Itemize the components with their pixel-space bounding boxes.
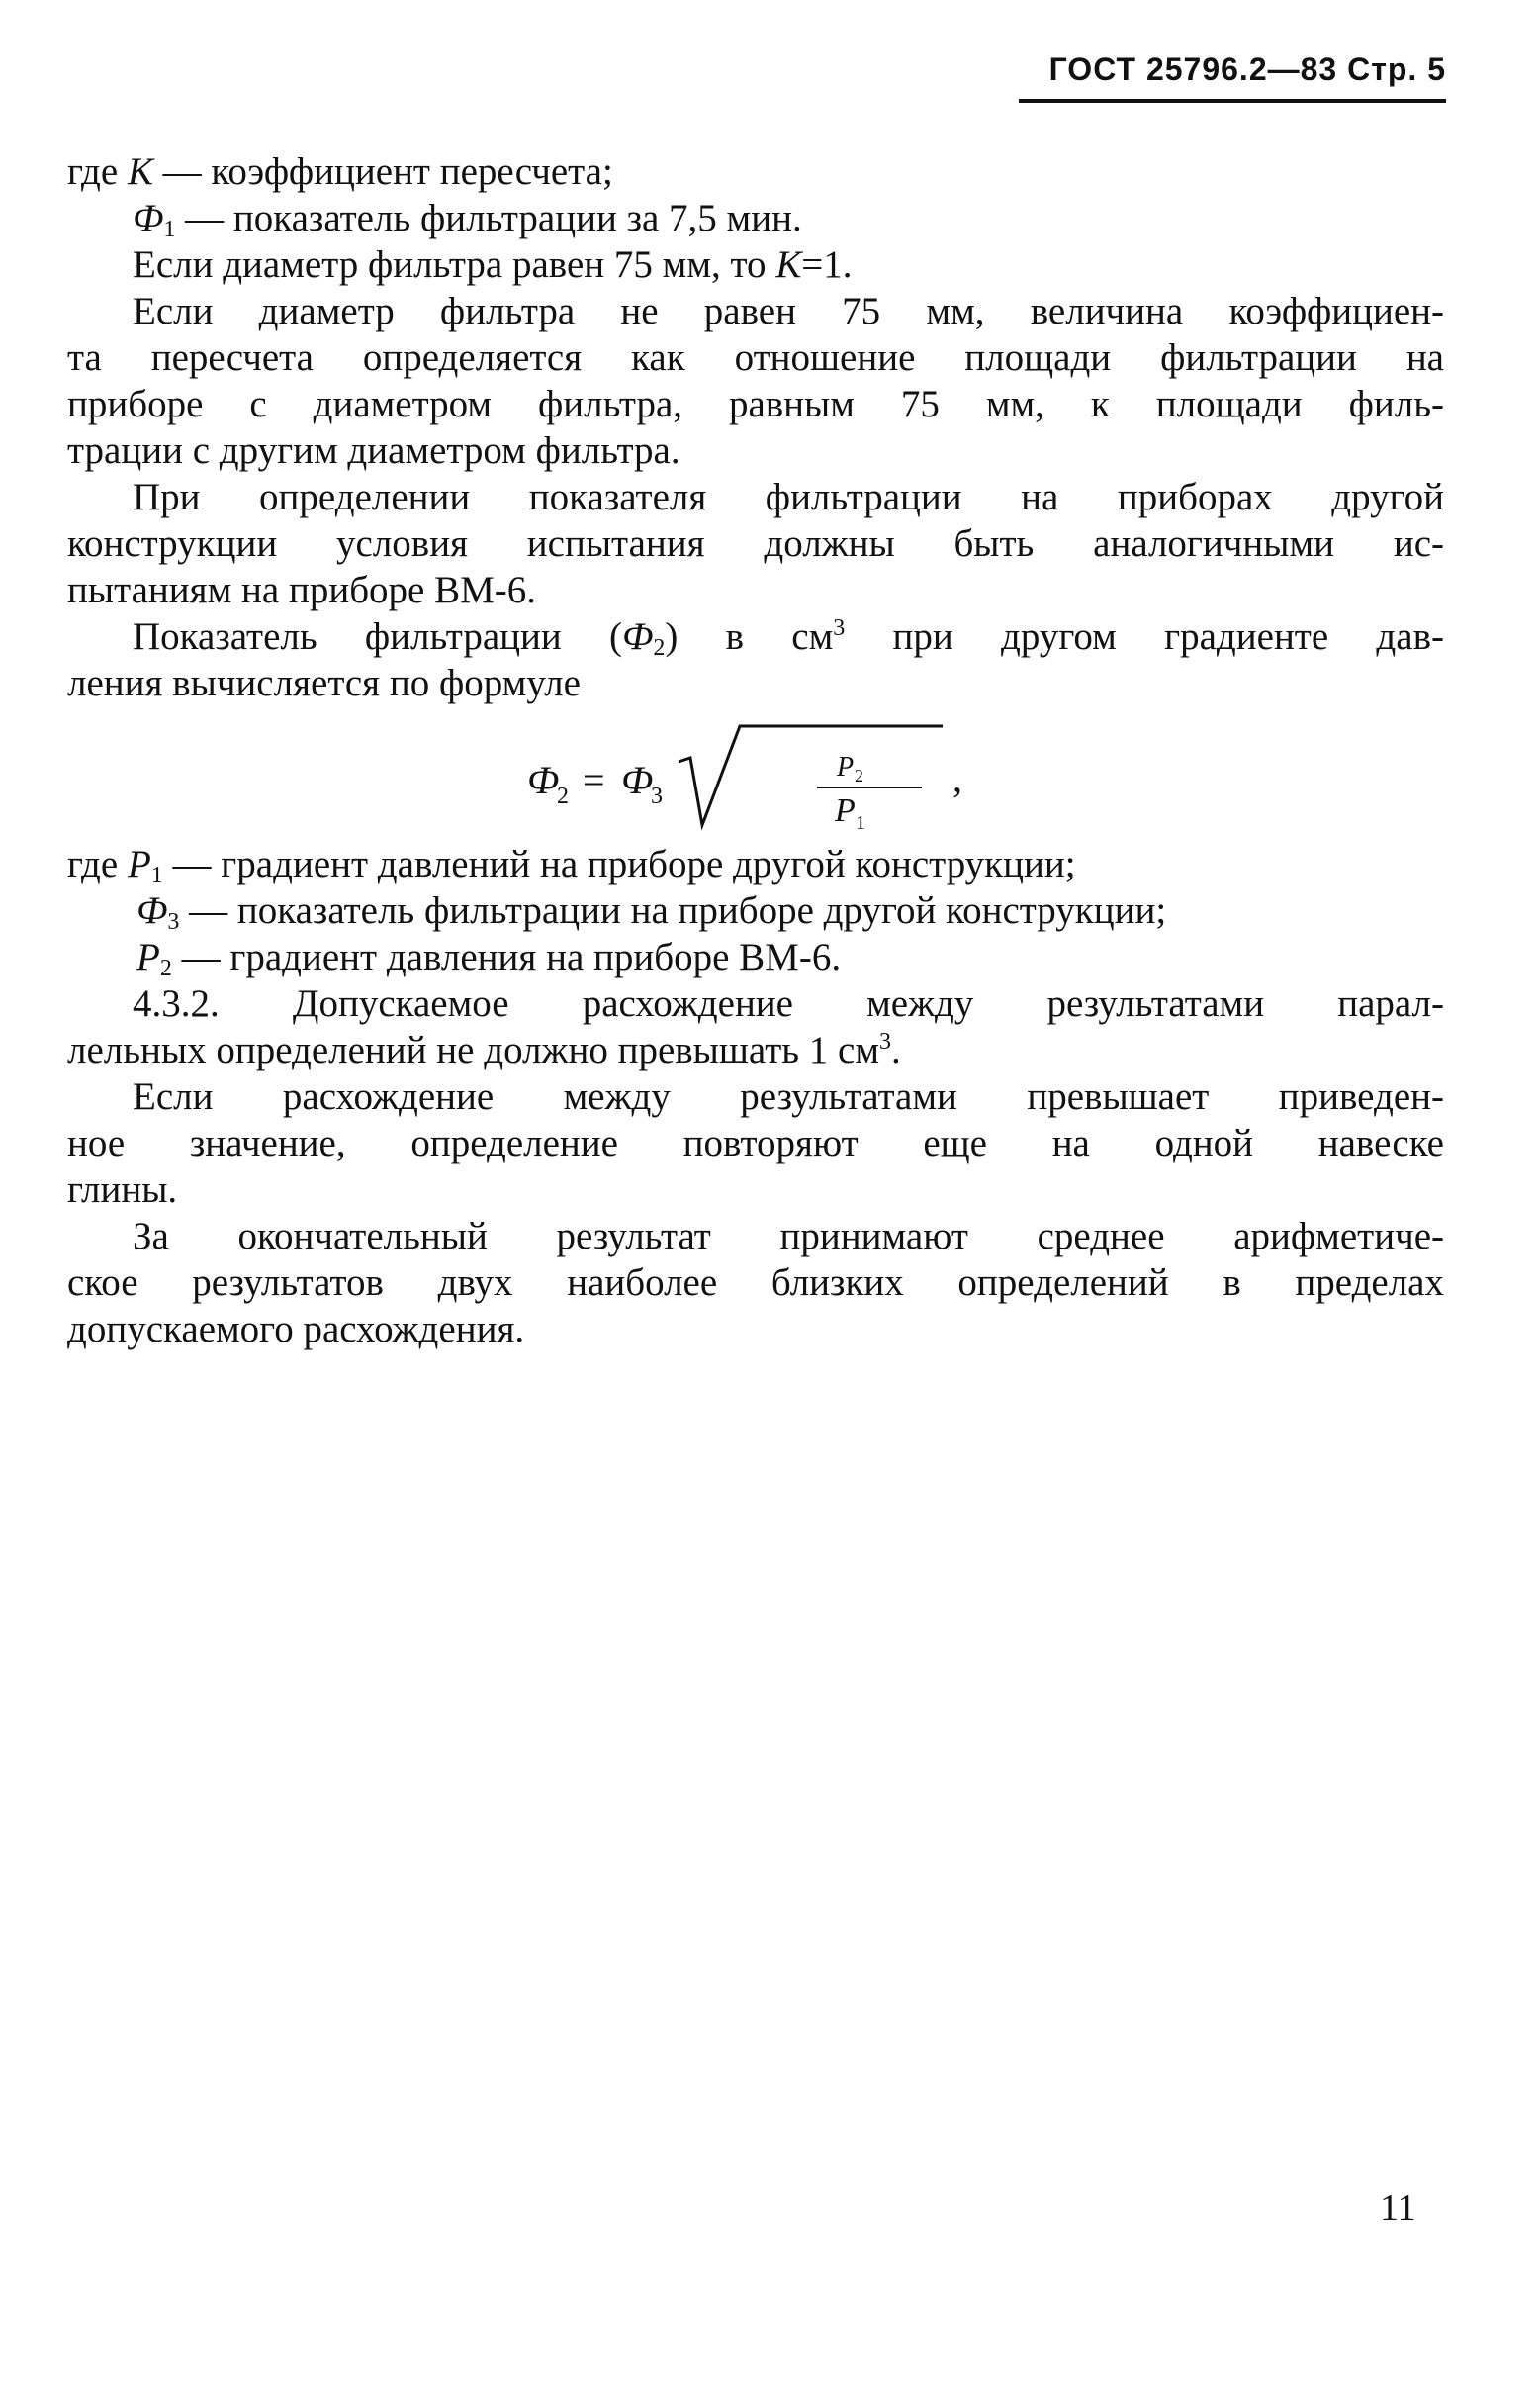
formula-denominator-sub: 1 [856,812,865,834]
paragraph-final-result: За окончательный результат принимают среднее арифметиче- ское результатов двух наиболее близких определений в пределах допускаемого расхождения. [67,1215,1444,1350]
radical-sign [679,726,943,825]
definition-p1: где $P_1$ — градиент давлений на приборе другой конструкции; [67,843,1076,888]
paragraph-repeat: Если расхождение между результатами превышает приведен- ное значение, определение повторяют еще на одной навеске глины. [67,1075,1444,1211]
formula-comma: , [952,756,962,800]
standard-number: ГОСТ 25796.2—83 [1048,51,1338,87]
paragraph-coefficient: Если диаметр фильтра не равен 75 мм, величина коэффициен- та пересчета определяется как отношение площади фильтрации на приборе с диаметром фильтра, равным 75 мм, к площади филь- трации с другим диаметром фильтра. [67,290,1444,472]
paragraph-other-devices: При определении показателя фильтрации на приборах другой конструкции условия испытания должны быть аналогичными ис- пытаниям на приборе ВМ-6. [67,476,1444,611]
formula-numerator: P [837,752,855,783]
formula-equals: = [583,758,605,802]
definition-phi1: $Ф_1$ — показатель фильтрации за 7,5 мин. [133,197,802,242]
formula-lhs: Ф [527,758,560,802]
paragraph-formula-intro: Показатель фильтрации $(Ф_2)$ в $см^3$ при другом градиенте дав- ления вычисляется по формуле [67,615,1444,704]
page-label: Стр. 5 [1347,51,1446,87]
formula-definitions [67,841,1444,980]
formula-phi2 [67,714,1444,837]
formula-numerator-sub: 2 [855,766,863,786]
page-number: 11 [1380,2187,1416,2229]
clause-4-3-2: 4.3.2. Допускаемое расхождение между результатами парал- лельных определений не должно превышать 1 $см^3$. [67,982,1444,1071]
paragraph-diameter-75: Если диаметр фильтра равен 75 мм, то К=1. [133,243,853,286]
running-header [1019,51,1446,88]
definition-phi3: $Ф_3$ — показатель фильтрации на приборе другой конструкции; [136,889,1167,935]
header-rule [1019,99,1446,103]
body-text [67,148,1444,1352]
formula-rhs-sub: 3 [651,784,663,809]
formula-graphic [67,714,1444,837]
formula-lhs-sub: 2 [557,784,569,809]
definition-p2: $P_2$ — градиент давления на приборе ВМ-6. [136,936,842,981]
formula-denominator: P [835,792,856,829]
definition-k: где К — коэффициент пересчета; [67,150,613,193]
formula-rhs: Ф [621,758,654,802]
